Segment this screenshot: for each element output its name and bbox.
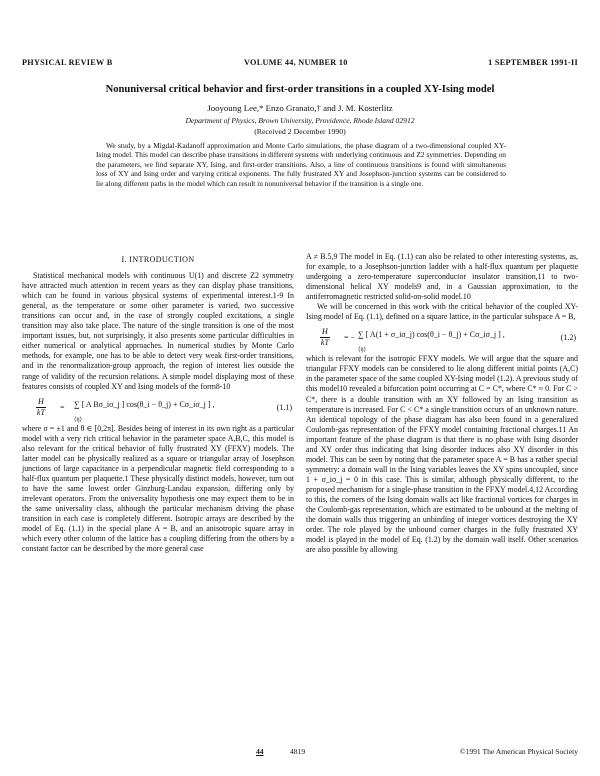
equation-numerator: H (36, 397, 46, 408)
page-footer (22, 747, 578, 759)
equation-denominator: kT (36, 407, 45, 417)
equation-number: (1.2) (560, 333, 576, 343)
equation-subscript: ⟨ij⟩ (358, 347, 367, 354)
affiliation: Department of Physics, Brown University, Providence, Rhode Island 02912 (185, 116, 415, 125)
author-list: Jooyoung Lee,* Enzo Granato,† and J. M. Kosterlitz (207, 103, 393, 113)
paper-title: Nonuniversal critical behavior and first-order transitions in a coupled XY-Ising model (105, 84, 495, 95)
running-header (22, 58, 578, 70)
right-column (306, 252, 578, 555)
issue-date: 1 SEPTEMBER 1991-II (488, 58, 578, 67)
equation-lhs (36, 397, 46, 418)
equation-expression: ∑ [ A(1 + σ_iσ_j) cos(θ_i − θ_j) + Cσ_iσ_j ] , (358, 330, 505, 340)
equation-lhs (320, 327, 330, 348)
equation-numerator: H (320, 327, 330, 338)
equation-body (358, 330, 505, 354)
equation-expression: ∑ [ A Bσ_iσ_j ] cos(θ_i − θ_j) + Cσ_iσ_j ] , (74, 399, 215, 409)
intro-paragraph-1: Statistical mechanical models with continuous U(1) and discrete Z2 symmetry have attracted much attention in recent years as they can display phase transitions, which can be found in various physical systems of experimental interest.1-9 In general, as the temperature or some other parameter is varied, two successive transitions can occur and, in the case of strongly coupled excitations, a single transition may also take place. The nature of the single transition is one of the most important issues, but, not surprisingly, it also presents some particular difficulties in either numerical or analytical approaches. In numerical studies by Monte Carlo methods, for example, one has to be able to detect very weak first-order transitions, and in the renormalization-group approach, the region of interest lies outside the range of validity of the recursion relations. A simple model displaying most of these features consists of coupled XY and Ising models of the form8-10 (22, 271, 294, 391)
received-date: (Received 2 December 1990) (254, 127, 346, 136)
intro-paragraph-3: A ≠ B.5,9 The model in Eq. (1.1) can also be related to other interesting systems, as, for example, to a Josephson-junction ladder with a half-flux quantum per plaquette undergoing a zero-temperature superconductor insulator transition,11 to two-dimensional helical XY models9 and, in a Gaussian approximation, to the antiferromagnetic restricted solid-on-solid model.10 (306, 252, 578, 302)
intro-paragraph-4: We will be concerned in this work with the critical behavior of the coupled XY-Ising model of Eq. (1.1), defined on a square lattice, in the particular subspace A = B, (306, 302, 578, 322)
footer-volume: 44 (256, 747, 264, 756)
section-heading: I. INTRODUCTION (121, 255, 195, 264)
equation-sign: = (60, 402, 65, 412)
equation-body (74, 399, 215, 423)
equation-sign: = − (344, 333, 356, 343)
equation-1-1 (22, 395, 294, 421)
equation-denominator: kT (320, 338, 329, 348)
intro-paragraph-5: which is relevant for the isotropic FFXY models. We will argue that the square and triangular FFXY models can be considered to lie along different initial points (A,C) in the parameter space of the same coupled XY-Ising model (1.2). A previous study of this model10 revealed a bifurcation point occurring at C = C*, where C* ≈ 0. For C > C*, there is a double transition with an XY followed by an Ising transition as temperature is increased. For C < C* a single transition occurs of an unknown nature. An identical topology of the phase diagram has also been found in a generalized Coulomb-gas representation of the FFXY model containing fractional charges.11 An important feature of the phase diagram is that there is no phase with Ising disorder and XY order thus indicating that Ising disorder induces also XY disorder in this model. This can be seen by noting that the parameter space A = B has a rather special symmetry: a domain wall in the Ising variables leaves the XY spins uncoupled, since 1 + σ_iσ_j = 0 in this case. This is similar, although physically different, to the proposed mechanism for a single-phase transition in the FFXY model.4,12 According to this, the corners of the Ising domain walls act like fractional vortices for charges in the Coulomb-gas representation, which are estimated to be unbound at the melting of the domain walls thus triggering an unbinding of integer vortices destroying the XY order. The role played by the unbound corner charges in the fully frustrated XY model is played in the model of Eq. (1.2) by the domain wall itself. Other scenarios are also possible by allowing (306, 354, 578, 555)
copyright-notice: ©1991 The American Physical Society (459, 747, 578, 756)
equation-number: (1.1) (276, 402, 292, 412)
left-column (22, 255, 294, 554)
journal-name: PHYSICAL REVIEW B (22, 58, 113, 67)
abstract: We study, by a Migdal-Kadanoff approximation and Monte Carlo simulations, the phase diagram of a two-dimensional coupled XY-Ising model. This model can describe phase transitions in different systems with underlying continuous and Z2 symmetries. Depending on the parameters, we find separate XY, Ising, and first-order transitions. Also, a line of continuous transitions is found with simultaneous loss of XY and Ising order and varying critical exponents. The fully frustrated XY and Josephson-junction systems can be considered to lie along different paths in the model which can result in nonuniversal behavior if the transition is a single one. (96, 141, 506, 188)
page-number: 4819 (290, 747, 306, 756)
intro-paragraph-2: where σ = ±1 and θ ∈ [0,2π]. Besides being of interest in its own right as a particular model with a very rich critical behavior in the parameter space A,B,C, this model is also relevant for the critical behavior of fully frustrated XY (FFXY) models. The latter model can be physically realized as a square or triangular array of Josephson junctions of large capacitance in a perpendicular magnetic field corresponding to a half-flux quantum per plaquette.1 These physically distinct models, however, turn out to have the same lowest order Ginzburg-Landau expansion, differing only by irrelevant operators. From the universality hypothesis one may expect them to be in the same universality class, although the particular mechanism driving the phase transition in each case is completely different. Isotropic arrays are described by the model of Eq. (1.1) in the special plane A = B, and an anisotropic square array in which every other column of the lattice has a coupling differing from the others by a constant factor can be described by the more general case (22, 423, 294, 554)
volume-number: VOLUME 44, NUMBER 10 (244, 58, 348, 67)
equation-subscript: ⟨ij⟩ (74, 416, 83, 423)
equation-1-2 (306, 325, 578, 354)
